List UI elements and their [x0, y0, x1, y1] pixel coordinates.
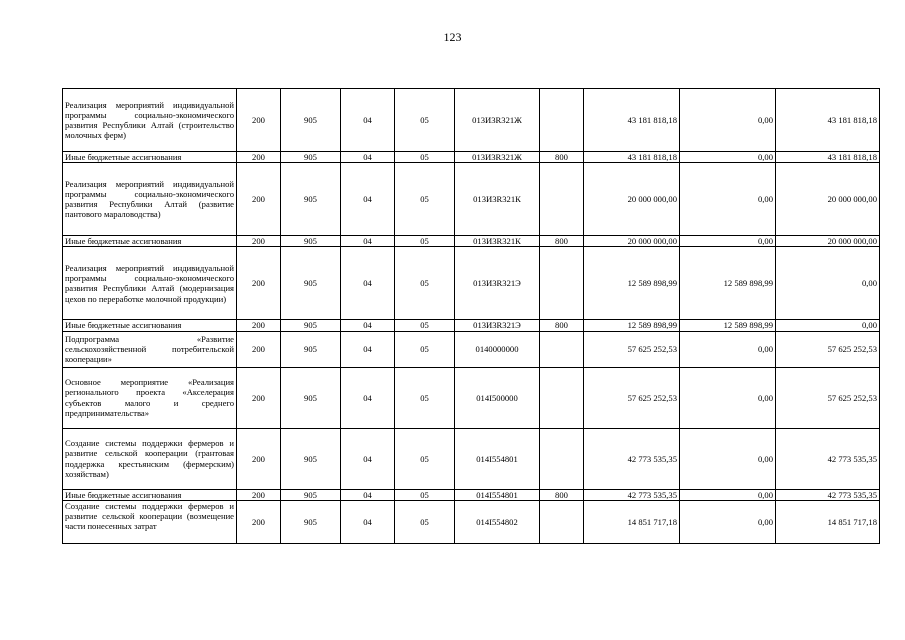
- row-name: Основное мероприятие «Реализация регионального проекта «Акселерация субъектов малого и среднего предпринимательства»: [63, 367, 237, 428]
- cell-subsection: 05: [395, 489, 455, 500]
- cell-subsection: 05: [395, 163, 455, 236]
- cell-amount-federal: 12 589 898,99: [680, 247, 776, 320]
- cell-amount-total: 12 589 898,99: [584, 247, 680, 320]
- row-name: Иные бюджетные ассигнования: [63, 236, 237, 247]
- cell-code-1: 200: [237, 428, 281, 489]
- cell-target-code: 014I554801: [455, 489, 540, 500]
- cell-code-1: 200: [237, 331, 281, 367]
- cell-section: 04: [341, 331, 395, 367]
- cell-code-2: 905: [281, 500, 341, 543]
- cell-code-1: 200: [237, 247, 281, 320]
- cell-code-1: 200: [237, 152, 281, 163]
- cell-code-2: 905: [281, 489, 341, 500]
- cell-expense-type: [540, 367, 584, 428]
- cell-section: 04: [341, 236, 395, 247]
- cell-amount-total: 14 851 717,18: [584, 500, 680, 543]
- table-row: [63, 489, 880, 500]
- cell-code-2: 905: [281, 367, 341, 428]
- cell-code-2: 905: [281, 152, 341, 163]
- cell-amount-regional: 20 000 000,00: [776, 236, 880, 247]
- cell-expense-type: 800: [540, 236, 584, 247]
- row-name: Реализация мероприятий индивидуальной программы социально-экономического развития Республики Алтай (развитие пантового мараловодства): [63, 163, 237, 236]
- cell-expense-type: [540, 331, 584, 367]
- cell-amount-regional: 57 625 252,53: [776, 367, 880, 428]
- cell-target-code: 013И3R321К: [455, 236, 540, 247]
- cell-subsection: 05: [395, 89, 455, 152]
- cell-amount-federal: 0,00: [680, 428, 776, 489]
- cell-amount-total: 20 000 000,00: [584, 163, 680, 236]
- cell-code-2: 905: [281, 247, 341, 320]
- row-name: Реализация мероприятий индивидуальной программы социально-экономического развития Республики Алтай (строительство молочных ферм): [63, 89, 237, 152]
- cell-amount-federal: 0,00: [680, 500, 776, 543]
- cell-section: 04: [341, 247, 395, 320]
- cell-expense-type: [540, 500, 584, 543]
- cell-code-2: 905: [281, 236, 341, 247]
- cell-target-code: 013И3R321Ж: [455, 152, 540, 163]
- table-row: [63, 320, 880, 331]
- cell-section: 04: [341, 428, 395, 489]
- cell-target-code: 013И3R321Э: [455, 320, 540, 331]
- table-row: [63, 163, 880, 236]
- row-name: Иные бюджетные ассигнования: [63, 152, 237, 163]
- row-name: Создание системы поддержки фермеров и развитие сельской кооперации (возмещение части понесенных затрат: [65, 500, 234, 532]
- row-name-cell: [63, 500, 237, 543]
- cell-expense-type: 800: [540, 320, 584, 331]
- cell-amount-regional: 0,00: [776, 247, 880, 320]
- table-row: [63, 367, 880, 428]
- cell-code-2: 905: [281, 163, 341, 236]
- cell-section: 04: [341, 152, 395, 163]
- cell-code-1: 200: [237, 163, 281, 236]
- cell-subsection: 05: [395, 331, 455, 367]
- cell-amount-federal: 12 589 898,99: [680, 320, 776, 331]
- cell-code-1: 200: [237, 89, 281, 152]
- table-row: [63, 428, 880, 489]
- cell-section: 04: [341, 489, 395, 500]
- cell-amount-regional: 42 773 535,35: [776, 489, 880, 500]
- row-name: Подпрограмма «Развитие сельскохозяйственной потребительской кооперации»: [63, 331, 237, 367]
- cell-amount-total: 42 773 535,35: [584, 489, 680, 500]
- cell-amount-total: 43 181 818,18: [584, 152, 680, 163]
- table-row: [63, 500, 880, 543]
- cell-expense-type: 800: [540, 489, 584, 500]
- cell-target-code: 013И3R321Ж: [455, 89, 540, 152]
- cell-code-1: 200: [237, 489, 281, 500]
- cell-code-2: 905: [281, 89, 341, 152]
- cell-target-code: 013И3R321К: [455, 163, 540, 236]
- cell-amount-federal: 0,00: [680, 367, 776, 428]
- table-row: [63, 89, 880, 152]
- cell-code-1: 200: [237, 500, 281, 543]
- cell-section: 04: [341, 320, 395, 331]
- cell-subsection: 05: [395, 236, 455, 247]
- budget-table: [62, 88, 880, 544]
- cell-expense-type: [540, 89, 584, 152]
- table-row: [63, 236, 880, 247]
- cell-amount-regional: 57 625 252,53: [776, 331, 880, 367]
- cell-amount-total: 57 625 252,53: [584, 367, 680, 428]
- cell-amount-federal: 0,00: [680, 163, 776, 236]
- cell-amount-regional: 0,00: [776, 320, 880, 331]
- cell-target-code: 014I554801: [455, 428, 540, 489]
- row-name: Иные бюджетные ассигнования: [63, 320, 237, 331]
- cell-expense-type: [540, 163, 584, 236]
- cell-expense-type: [540, 428, 584, 489]
- table-row: [63, 331, 880, 367]
- cell-subsection: 05: [395, 500, 455, 543]
- cell-code-2: 905: [281, 331, 341, 367]
- cell-section: 04: [341, 500, 395, 543]
- cell-amount-regional: 14 851 717,18: [776, 500, 880, 543]
- cell-target-code: 0140000000: [455, 331, 540, 367]
- cell-expense-type: 800: [540, 152, 584, 163]
- cell-section: 04: [341, 367, 395, 428]
- cell-subsection: 05: [395, 320, 455, 331]
- row-name: Реализация мероприятий индивидуальной программы социально-экономического развития Республики Алтай (модернизация цехов по переработке молочной продукции): [63, 247, 237, 320]
- cell-amount-total: 20 000 000,00: [584, 236, 680, 247]
- cell-subsection: 05: [395, 247, 455, 320]
- cell-target-code: 014I500000: [455, 367, 540, 428]
- cell-amount-regional: 42 773 535,35: [776, 428, 880, 489]
- table-row: [63, 247, 880, 320]
- cell-amount-federal: 0,00: [680, 89, 776, 152]
- cell-amount-federal: 0,00: [680, 236, 776, 247]
- cell-amount-total: 12 589 898,99: [584, 320, 680, 331]
- cell-code-1: 200: [237, 320, 281, 331]
- cell-amount-total: 57 625 252,53: [584, 331, 680, 367]
- row-name: Создание системы поддержки фермеров и развитие сельской кооперации (грантовая поддержка крестьянским (фермерским) хозяйствам): [63, 428, 237, 489]
- cell-target-code: 013И3R321Э: [455, 247, 540, 320]
- cell-subsection: 05: [395, 367, 455, 428]
- page-number: 123: [443, 30, 462, 44]
- row-name: Иные бюджетные ассигнования: [63, 489, 237, 500]
- cell-amount-regional: 43 181 818,18: [776, 89, 880, 152]
- cell-expense-type: [540, 247, 584, 320]
- cell-amount-federal: 0,00: [680, 331, 776, 367]
- cell-amount-federal: 0,00: [680, 152, 776, 163]
- cell-section: 04: [341, 89, 395, 152]
- cell-amount-total: 43 181 818,18: [584, 89, 680, 152]
- cell-subsection: 05: [395, 152, 455, 163]
- cell-code-2: 905: [281, 320, 341, 331]
- cell-amount-regional: 43 181 818,18: [776, 152, 880, 163]
- cell-amount-total: 42 773 535,35: [584, 428, 680, 489]
- cell-amount-regional: 20 000 000,00: [776, 163, 880, 236]
- table-row: [63, 152, 880, 163]
- cell-code-1: 200: [237, 367, 281, 428]
- cell-code-2: 905: [281, 428, 341, 489]
- cell-section: 04: [341, 163, 395, 236]
- cell-subsection: 05: [395, 428, 455, 489]
- cell-amount-federal: 0,00: [680, 489, 776, 500]
- cell-target-code: 014I554802: [455, 500, 540, 543]
- cell-code-1: 200: [237, 236, 281, 247]
